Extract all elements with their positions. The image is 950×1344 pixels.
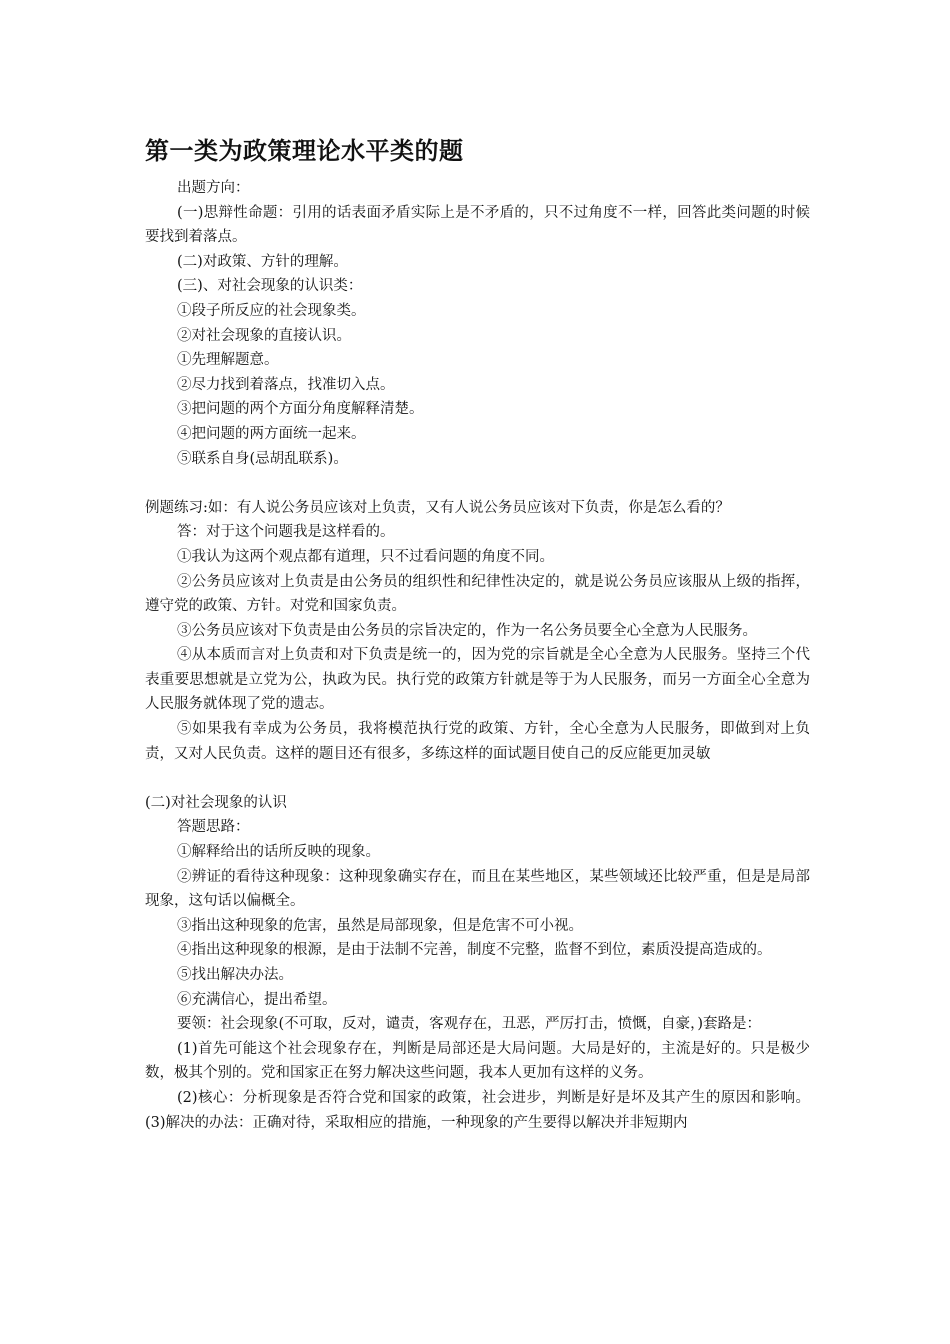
list-item: ⑥充满信心，提出希望。	[177, 991, 337, 1008]
list-item: ⑤联系自身(忌胡乱联系)。	[177, 450, 348, 467]
list-item: ①解释给出的话所反映的现象。	[177, 844, 380, 861]
list-item: ④把问题的两方面统一起来。	[177, 425, 366, 442]
list-item: ①段子所反应的社会现象类。	[177, 302, 366, 319]
page-title: 第一类为政策理论水平类的题	[145, 137, 464, 165]
list-item: ②公务员应该对上负责是由公务员的组织性和纪律性决定的，就是说公务员应该服从上级的指挥，遵守党的政策、方针。对党和国家负责。	[145, 573, 810, 615]
paragraph: (三)、对社会现象的认识类：	[177, 278, 363, 295]
list-item: ③把问题的两个方面分角度解释清楚。	[177, 401, 424, 418]
paragraph: (一)思辩性命题：引用的话表面矛盾实际上是不矛盾的，只不过角度不一样，回答此类问题的时候要找到着落点。	[145, 204, 810, 246]
list-item: ②辨证的看待这种现象：这种现象确实存在，而且在某些地区，某些领域还比较严重，但是是局部现象，这句话以偏概全。	[145, 868, 810, 910]
paragraph: 答题思路：	[177, 819, 250, 836]
list-item: ④从本质而言对上负责和对下负责是统一的，因为党的宗旨就是全心全意为人民服务。坚持三个代表重要思想就是立党为公，执政为民。执行党的政策方针就是等于为人民服务，而另一方面全心全意为人民服务就体现了党的遗志。	[145, 647, 810, 713]
paragraph: (1)首先可能这个社会现象存在，判断是局部还是大局问题。大局是好的，主流是好的。只是极少数，极其个别的。党和国家正在努力解决这些问题，我本人更加有这样的义务。	[145, 1040, 810, 1082]
list-item: ②对社会现象的直接认识。	[177, 327, 351, 344]
list-item: ②尽力找到着落点，找准切入点。	[177, 376, 395, 393]
list-item: ④指出这种现象的根源，是由于法制不完善，制度不完整，监督不到位，素质没提高造成的。	[177, 942, 772, 959]
paragraph: 出题方向：	[177, 180, 250, 196]
paragraph: (二)对政策、方针的理解。	[177, 253, 348, 270]
list-item: ①我认为这两个观点都有道理，只不过看问题的角度不同。	[177, 548, 554, 565]
paragraph: 要领：社会现象(不可取，反对，谴责，客观存在，丑恶，严厉打击，愤慨，自豪，)套路是：	[177, 1016, 762, 1033]
document-page	[145, 136, 810, 1135]
list-item: ⑤找出解决办法。	[177, 967, 293, 983]
example-question: 例题练习:如：有人说公务员应该对上负责，又有人说公务员应该对下负责，你是怎么看的？	[145, 499, 730, 516]
list-item: ⑤如果我有幸成为公务员，我将模范执行党的政策、方针，全心全意为人民服务，即做到对上负责，又对人民负责。这样的题目还有很多，多练这样的面试题目使自己的反应能更加灵敏	[145, 721, 810, 762]
list-item: ③公务员应该对下负责是由公务员的宗旨决定的，作为一名公务员要全心全意为人民服务。	[177, 622, 757, 639]
list-item: ③指出这种现象的危害，虽然是局部现象，但是危害不可小视。	[177, 917, 583, 934]
section-heading: (二)对社会现象的认识	[145, 794, 287, 811]
paragraph: (2)核心：分析现象是否符合党和国家的政策，社会进步，判断是好是坏及其产生的原因和影响。(3)解决的办法：正确对待，采取相应的措施，一种现象的产生要得以解决并非短期内	[145, 1089, 810, 1131]
spacer	[145, 766, 810, 791]
spacer	[145, 471, 810, 496]
list-item: ①先理解题意。	[177, 352, 279, 369]
paragraph: 答：对于这个问题我是这样看的。	[177, 524, 395, 541]
